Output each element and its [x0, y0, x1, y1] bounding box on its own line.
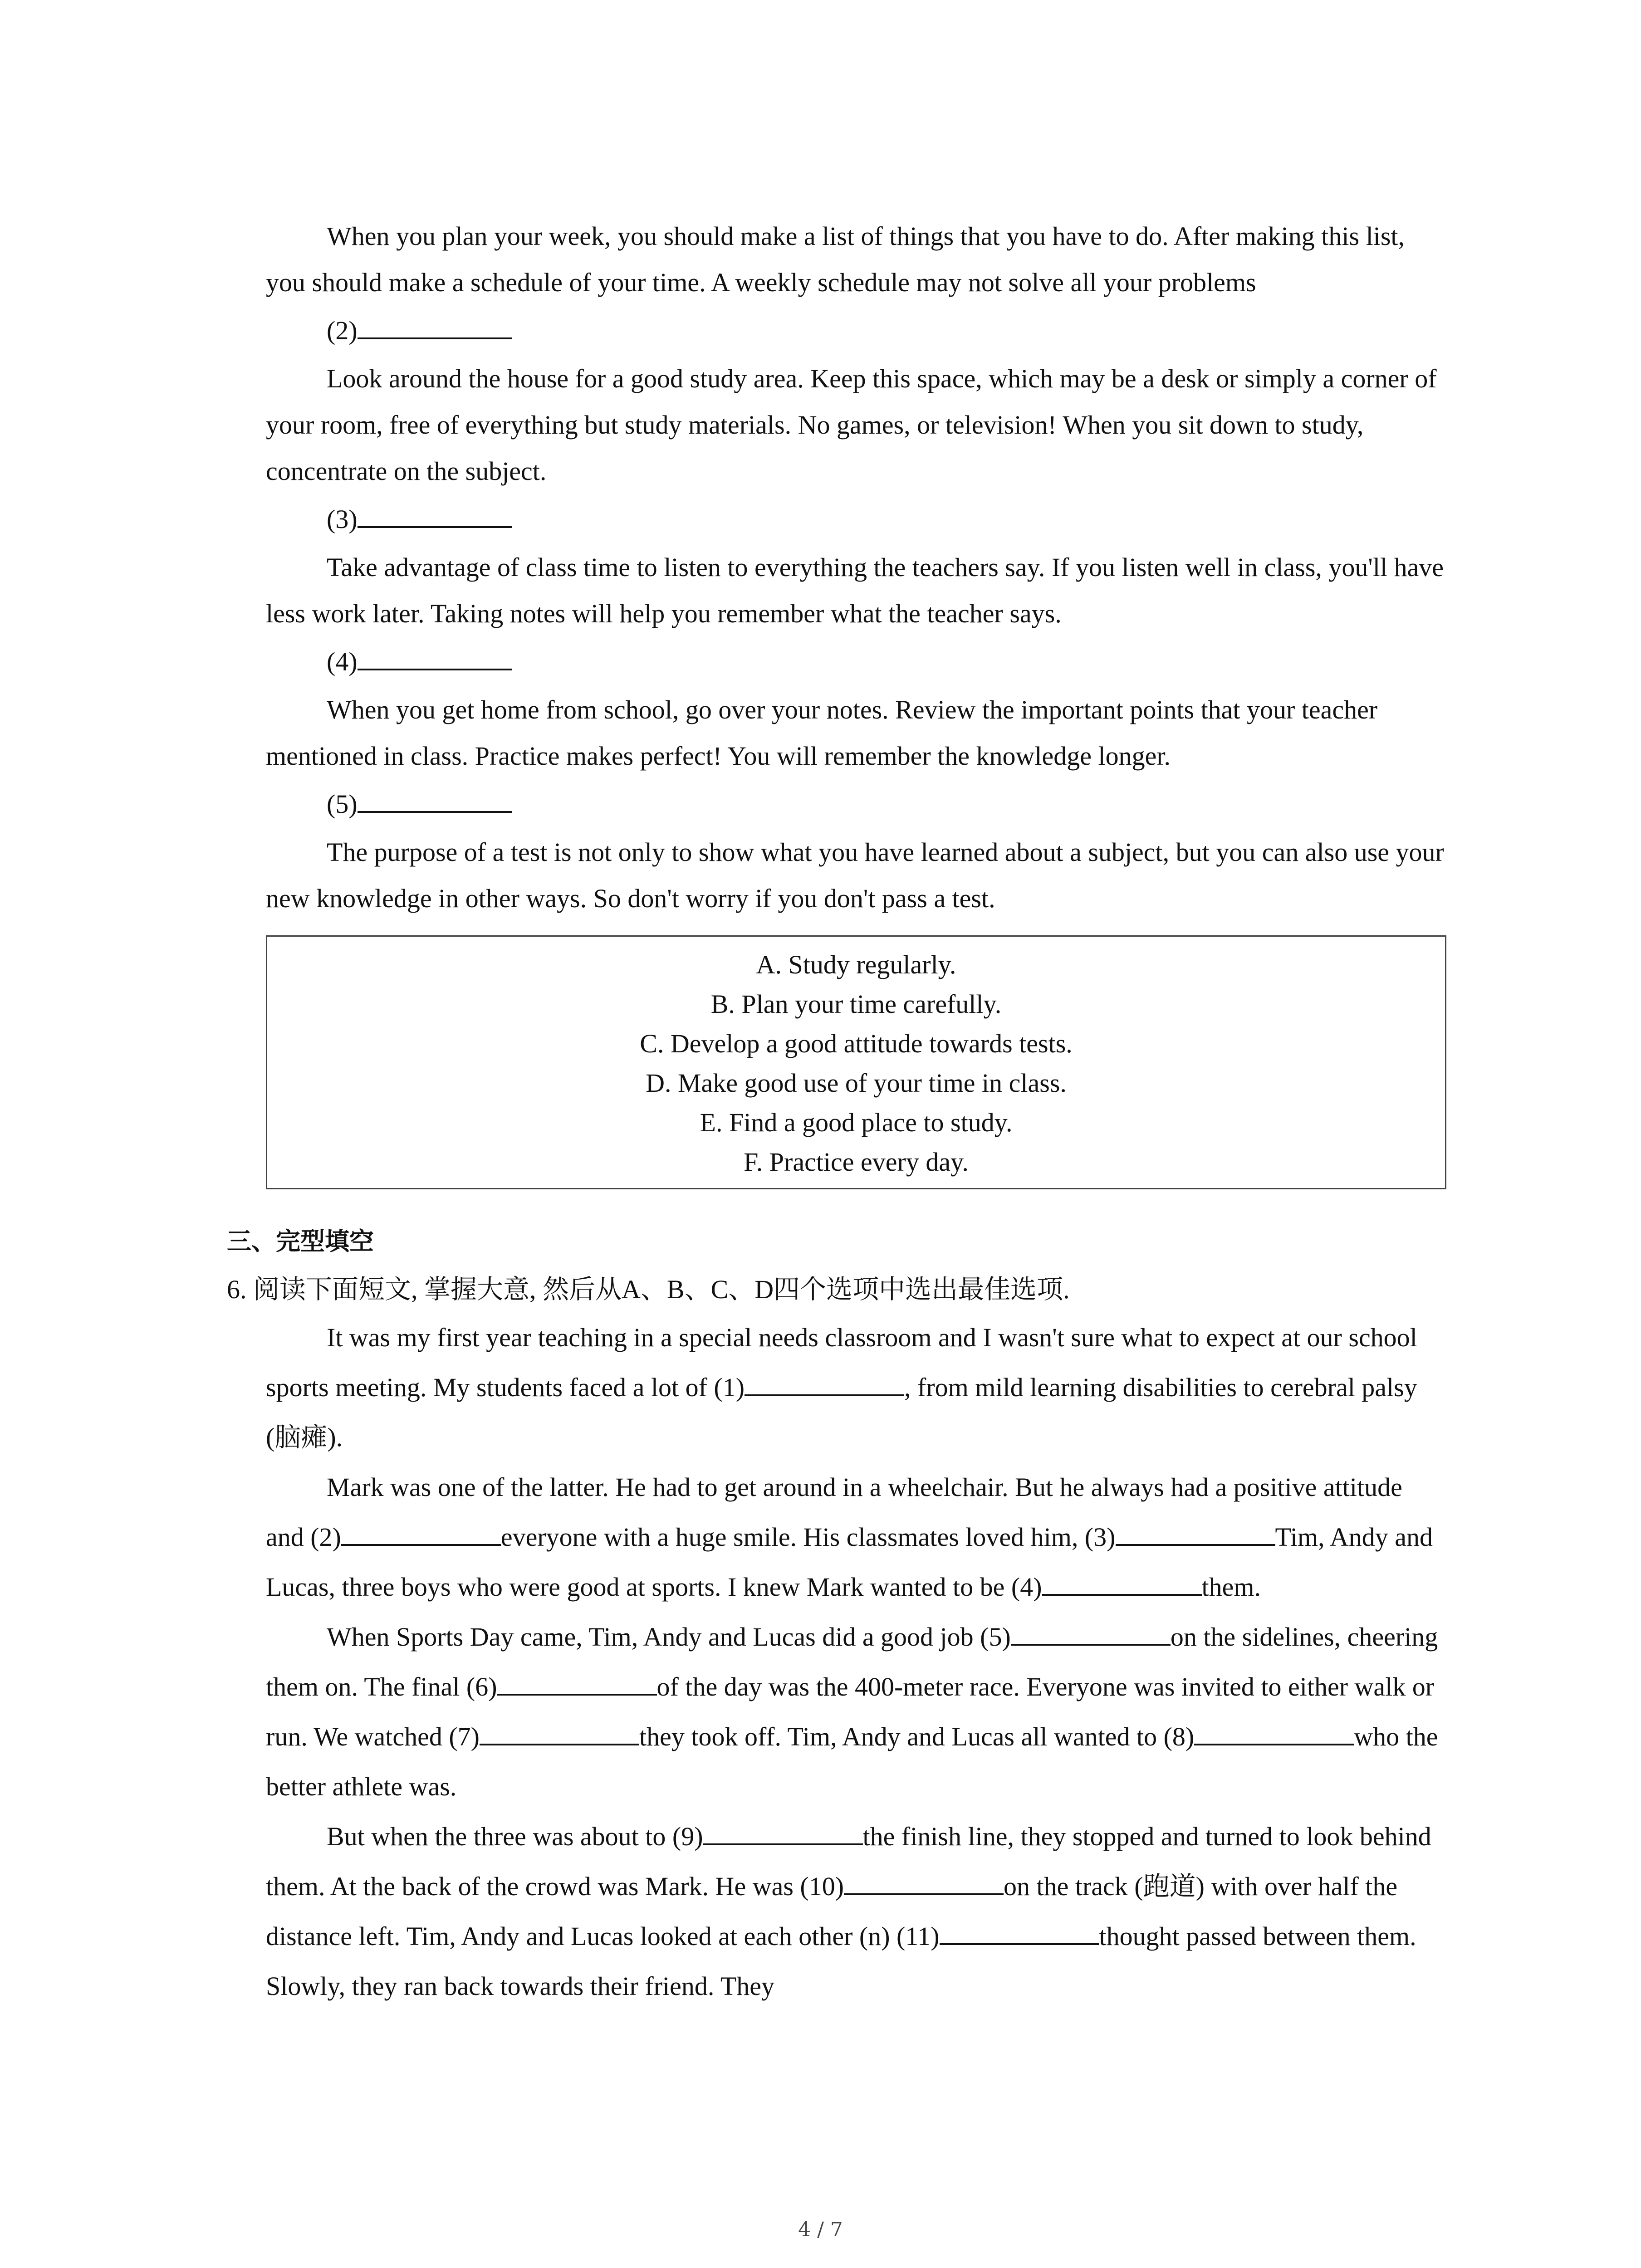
options-box [266, 935, 1446, 1189]
cloze-paragraph-1 [266, 1313, 1445, 1462]
text-run: them. [1201, 1572, 1261, 1602]
blank-3[interactable] [1116, 1512, 1275, 1546]
slot-label: (5) [327, 789, 358, 819]
answer-blank[interactable] [358, 496, 512, 528]
blank-6[interactable] [497, 1662, 657, 1696]
answer-slot-5 [266, 779, 1445, 829]
blank-11[interactable] [940, 1911, 1099, 1945]
option-c: C. Develop a good attitude towards tests. [640, 1029, 1073, 1058]
reading-paragraph-2: Look around the house for a good study area. Keep this space, which may be a desk or simply a corner of your room, free of everything but study materials. No games, or television! When you sit down to study, concentrate on the subject. [266, 364, 1437, 486]
text-run: of the day was the 400-meter race. Everyone was invited to either walk or run. We watched (7) [266, 1672, 1435, 1751]
option-e: E. Find a good place to study. [700, 1108, 1013, 1137]
text-run: they took off. Tim, Andy and Lucas all wanted to (8) [639, 1722, 1195, 1751]
slot-label: (2) [327, 316, 358, 345]
option-a: A. Study regularly. [756, 950, 956, 979]
text-run: thought passed between them. Slowly, they ran back towards their friend. They [266, 1921, 1416, 2001]
blank-8[interactable] [1194, 1712, 1354, 1745]
question-instruction: 6. 阅读下面短文, 掌握大意, 然后从A、B、C、D四个选项中选出最佳选项. [227, 1275, 1070, 1304]
blank-10[interactable] [844, 1862, 1004, 1895]
text-run: It was my first year teaching in a special needs classroom and I wasn't sure what to expect at our school sports meeting. My students faced a lot of (1) [266, 1323, 1417, 1402]
slot-label: (3) [327, 504, 358, 534]
answer-slot-4 [266, 637, 1445, 687]
text-run: When Sports Day came, Tim, Andy and Lucas did a good job (5) [327, 1622, 1011, 1652]
blank-5[interactable] [1011, 1612, 1171, 1646]
answer-blank[interactable] [358, 308, 512, 339]
blank-1[interactable] [745, 1363, 904, 1396]
text-run: Tim, Andy and Lucas, three boys who were good at sports. I knew Mark wanted to be (4) [266, 1522, 1433, 1602]
reading-paragraph-5: The purpose of a test is not only to show what you have learned about a subject, but you can also use your new knowledge in other ways. So don't worry if you don't pass a test. [266, 837, 1444, 913]
cloze-paragraph-4 [266, 1812, 1445, 2011]
reading-paragraph-3: Take advantage of class time to listen to everything the teachers say. If you listen well in class, you'll have less work later. Taking notes will help you remember what the teacher says. [266, 552, 1444, 628]
blank-2[interactable] [341, 1512, 501, 1546]
answer-slot-2 [266, 306, 1445, 356]
text-run: the finish line, they stopped and turned to look behind them. At the back of the crowd was Mark. He was (10) [266, 1822, 1431, 1901]
option-b: B. Plan your time carefully. [710, 989, 1002, 1019]
text-run: Mark was one of the latter. He had to get around in a wheelchair. But he always had a positive attitude and (2) [266, 1472, 1402, 1552]
blank-7[interactable] [480, 1712, 639, 1745]
text-run: But when the three was about to (9) [327, 1822, 703, 1851]
answer-blank[interactable] [358, 781, 512, 813]
reading-paragraph-4: When you get home from school, go over your notes. Review the important points that your teacher mentioned in class. Practice makes perfect! You will remember the knowledge longer. [266, 695, 1378, 771]
blank-4[interactable] [1042, 1562, 1202, 1596]
option-d: D. Make good use of your time in class. [646, 1068, 1067, 1098]
cloze-paragraph-2 [266, 1462, 1445, 1612]
answer-slot-3 [266, 494, 1445, 544]
blank-9[interactable] [703, 1812, 863, 1845]
answer-blank[interactable] [358, 639, 512, 670]
reading-intro-paragraph: When you plan your week, you should make a list of things that you have to do. After making this list, you should make a schedule of your time. A weekly schedule may not solve all your problems [266, 221, 1405, 297]
text-run: on the track (跑道) with over half the distance left. Tim, Andy and Lucas looked at each other (n) (11) [266, 1872, 1398, 1951]
text-run: everyone with a huge smile. His classmates loved him, (3) [500, 1522, 1116, 1552]
text-run: on the sidelines, cheering them on. The final (6) [266, 1622, 1438, 1701]
cloze-passage [266, 1313, 1445, 2011]
section-heading: 三、完型填空 [227, 1227, 374, 1256]
slot-label: (4) [327, 647, 358, 676]
cloze-paragraph-3 [266, 1612, 1445, 1812]
page-number: 4 / 7 [798, 2218, 843, 2241]
option-f: F. Practice every day. [744, 1147, 969, 1177]
text-run: who the better athlete was. [266, 1722, 1438, 1801]
page-content [227, 213, 1445, 2011]
text-run: , from mild learning disabilities to cerebral palsy (脑瘫). [266, 1373, 1417, 1452]
